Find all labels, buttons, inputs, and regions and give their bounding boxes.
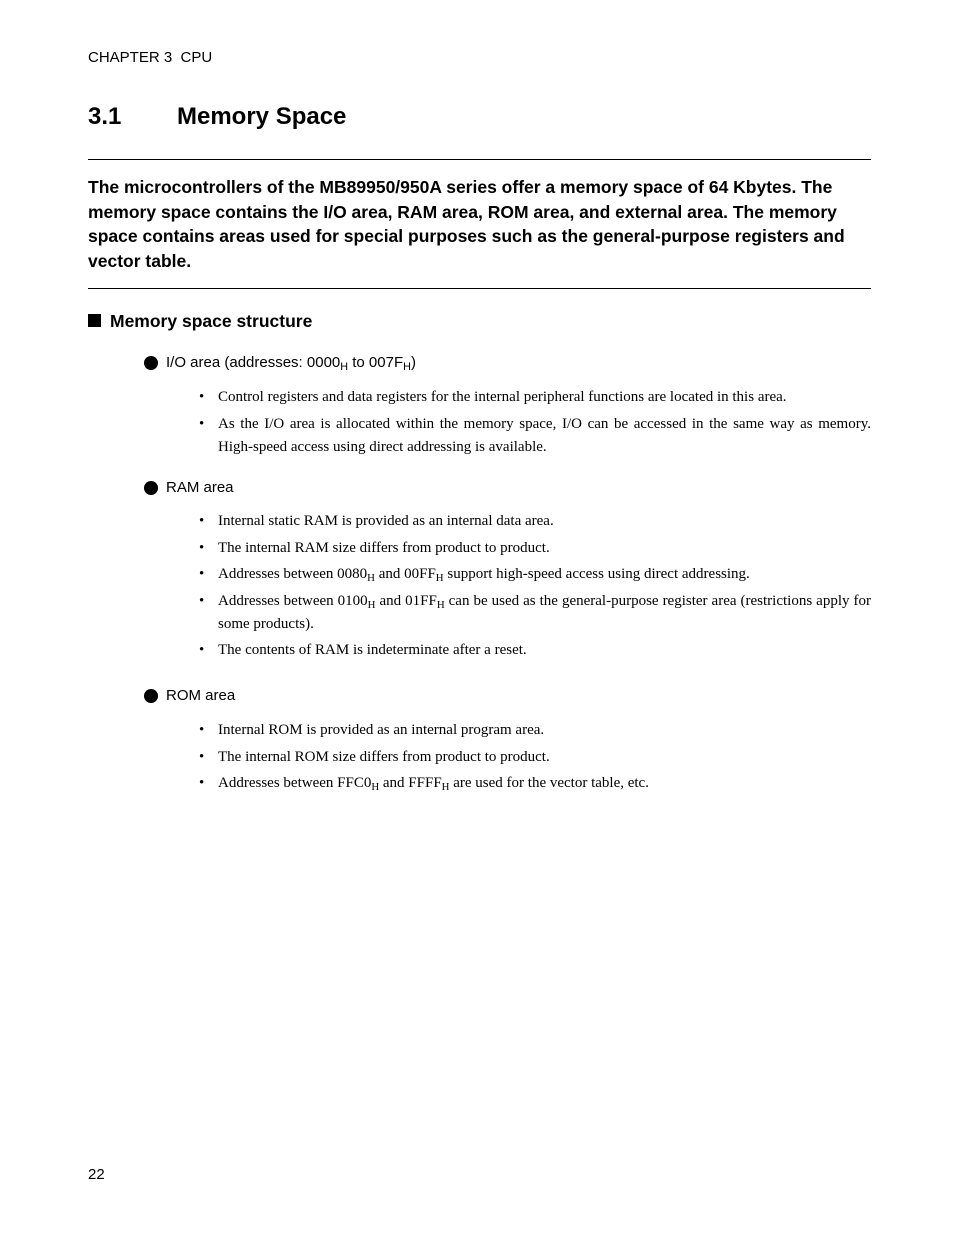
io-area-heading xyxy=(144,354,871,372)
chapter-header: CHAPTER 3 CPU xyxy=(88,49,213,66)
circle-bullet-icon xyxy=(144,356,158,370)
list-item: • As the I/O area is allocated within the memory space, I/O can be accessed in the same way as memory. High-speed access using direct addressing is available. xyxy=(199,413,871,459)
circle-bullet-icon xyxy=(144,481,158,495)
ram-area-heading xyxy=(144,479,871,497)
rom-area-heading-text: ROM area xyxy=(166,687,236,704)
section-title xyxy=(88,103,346,131)
rom-area-list xyxy=(199,719,871,795)
bottom-divider xyxy=(88,288,871,289)
page-number: 22 xyxy=(88,1166,105,1183)
io-area-list xyxy=(199,386,871,459)
section-title-text: Memory Space xyxy=(177,103,347,130)
list-item: • The contents of RAM is indeterminate after a reset. xyxy=(199,639,871,662)
circle-bullet-icon xyxy=(144,689,158,703)
subsection-heading xyxy=(88,311,312,332)
square-bullet-icon xyxy=(88,314,101,327)
list-item: • Addresses between $0080_H$ and $00FF_H$ support high-speed access using direct addressing. xyxy=(199,563,871,586)
rom-area-section xyxy=(144,687,871,799)
ram-area-section xyxy=(144,479,871,666)
subsection-title: Memory space structure xyxy=(110,311,313,331)
section-number: 3.1 xyxy=(88,103,122,130)
top-divider xyxy=(88,159,871,160)
list-item: • Internal ROM is provided as an internal program area. xyxy=(199,719,871,742)
ram-area-list xyxy=(199,510,871,662)
io-area-section xyxy=(144,354,871,462)
list-item: • Addresses between $0100_H$ and $01FF_H$ can be used as the general-purpose register area (restrictions apply for some products). xyxy=(199,590,871,636)
list-item: • The internal RAM size differs from product to product. xyxy=(199,537,871,560)
list-item: • Control registers and data registers for the internal peripheral functions are located in this area. xyxy=(199,386,871,409)
list-item: • The internal ROM size differs from product to product. xyxy=(199,746,871,769)
io-area-heading-text: I/O area (addresses: $0000_H$ to $007F_H$) xyxy=(166,354,416,374)
list-item: • Addresses between $FFC0_H$ and $FFFF_H$ are used for the vector table, etc. xyxy=(199,772,871,795)
rom-area-heading xyxy=(144,687,871,705)
section-summary: The microcontrollers of the MB89950/950A series offer a memory space of 64 Kbytes. The memory space contains the I/O area, RAM area, ROM area, and external area. The memory space contains areas used for special purposes such as the general-purpose registers and vector table. xyxy=(88,177,845,272)
list-item: • Internal static RAM is provided as an internal data area. xyxy=(199,510,871,533)
ram-area-heading-text: RAM area xyxy=(166,479,234,496)
